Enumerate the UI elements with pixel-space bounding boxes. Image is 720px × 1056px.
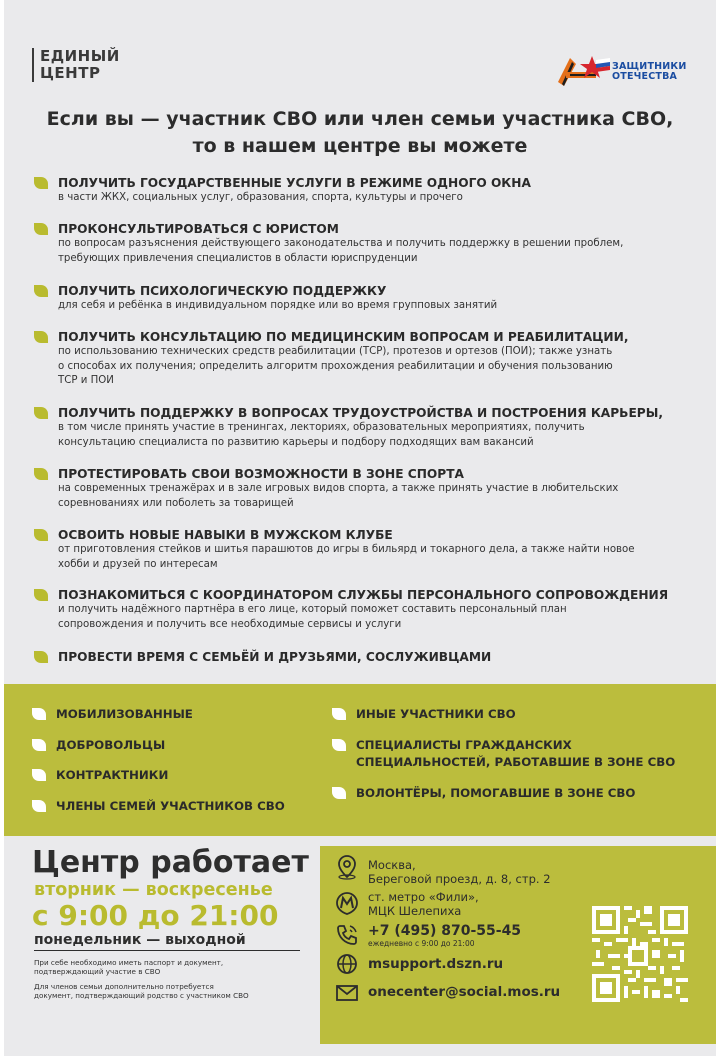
audience-band xyxy=(4,684,716,836)
leaf-bullet-icon xyxy=(32,739,46,751)
audience-label: ДОБРОВОЛЬЦЫ xyxy=(56,738,166,752)
location-pin-icon xyxy=(334,854,360,880)
documents-note xyxy=(34,958,223,976)
benefit-title: ПОЛУЧИТЬ ПОДДЕРЖКУ В ВОПРОСАХ ТРУДОУСТРОЙСТВА И ПОСТРОЕНИЯ КАРЬЕРЫ, xyxy=(58,406,663,420)
leaf-bullet-icon xyxy=(32,800,46,812)
partner-line-1: ЗАЩИТНИКИ xyxy=(612,61,687,72)
documents-note-line: При себе необходимо иметь паспорт и документ, xyxy=(34,958,224,967)
benefit-desc: требующих привлечения специалистов в области юриспруденции xyxy=(58,252,418,264)
benefit-desc: по использованию технических средств реабилитации (ТСР), протезов и ортезов (ПОИ); также узнать xyxy=(58,346,613,357)
brand-line-2: ЦЕНТР xyxy=(40,64,101,82)
benefit-item xyxy=(34,284,497,314)
leaf-bullet-icon xyxy=(34,407,48,419)
metro-line: МЦК Шелепиха xyxy=(368,904,462,918)
benefit-desc: ТСР и ПОИ xyxy=(58,375,114,386)
audience-item xyxy=(32,737,165,754)
benefit-desc: хобби и друзей по интересам xyxy=(58,558,218,570)
partner-emblem-icon xyxy=(556,52,610,88)
schedule-days: вторник — воскресенье xyxy=(34,880,273,900)
benefit-title: ПОЛУЧИТЬ ГОСУДАРСТВЕННЫЕ УСЛУГИ В РЕЖИМЕ ОДНОГО ОКНА xyxy=(58,176,531,190)
audience-item xyxy=(32,798,285,815)
leaf-bullet-icon xyxy=(34,177,48,189)
benefit-item xyxy=(34,467,618,511)
leaf-bullet-icon xyxy=(32,769,46,781)
phone-hours: ежедневно с 9:00 до 21:00 xyxy=(368,939,475,948)
audience-item xyxy=(332,785,635,802)
website-link[interactable]: msupport.dszn.ru xyxy=(368,956,504,972)
benefit-title: ПРОТЕСТИРОВАТЬ СВОИ ВОЗМОЖНОСТИ В ЗОНЕ СПОРТА xyxy=(58,467,464,481)
audience-label: КОНТРАКТНИКИ xyxy=(56,768,169,782)
family-note-line: Для членов семьи дополнительно потребуется xyxy=(34,982,214,991)
contacts-panel xyxy=(320,846,716,1044)
benefit-desc: на современных тренажёрах и в зале игровых видов спорта, а также принять участие в любительских xyxy=(58,483,619,494)
benefit-desc: от приготовления стейков и шитья парашютов до игры в бильярд и токарного дела, а также найти новое xyxy=(58,544,635,555)
leaf-bullet-icon xyxy=(34,223,48,235)
metro-line: ст. метро «Фили», xyxy=(368,890,479,904)
leaf-bullet-icon xyxy=(332,739,346,751)
metro-icon xyxy=(334,890,360,916)
audience-item xyxy=(332,706,516,723)
flyer xyxy=(4,0,716,1056)
benefit-desc: в части ЖКХ, социальных услуг, образования, спорта, культуры и прочего xyxy=(58,192,463,203)
leaf-bullet-icon xyxy=(32,708,46,720)
schedule-hours: с 9:00 до 21:00 xyxy=(32,899,279,932)
globe-icon xyxy=(334,951,360,977)
benefit-desc: в том числе принять участие в тренингах, лекториях, образовательных мероприятиях, получить xyxy=(58,422,585,433)
schedule-title: Центр работает xyxy=(32,845,309,880)
metro-info xyxy=(368,890,479,918)
benefit-desc: для себя и ребёнка в индивидуальном порядке или во время групповых занятий xyxy=(58,300,498,311)
benefit-item xyxy=(34,650,491,665)
benefit-desc: соревнованиях или поболеть за товарищей xyxy=(58,497,294,509)
benefit-desc: о способах их получения; определить алгоритм прохождения реабилитации и обучения пользованию xyxy=(58,360,613,372)
audience-label: СПЕЦИАЛИСТЫ ГРАЖДАНСКИХ xyxy=(356,738,572,752)
benefit-title: ПОЛУЧИТЬ ПСИХОЛОГИЧЕСКУЮ ПОДДЕРЖКУ xyxy=(58,284,387,298)
leaf-bullet-icon xyxy=(332,708,346,720)
partner-line-2: ОТЕЧЕСТВА xyxy=(612,71,678,82)
benefit-desc: сопровождения и получить все необходимые сервисы и услуги xyxy=(58,618,402,630)
leaf-bullet-icon xyxy=(34,529,48,541)
benefit-item xyxy=(34,406,663,450)
leaf-bullet-icon xyxy=(34,331,48,343)
audience-label: СПЕЦИАЛЬНОСТЕЙ, РАБОТАВШИЕ В ЗОНЕ СВО xyxy=(356,755,676,769)
benefit-item xyxy=(34,222,623,266)
leaf-bullet-icon xyxy=(34,285,48,297)
benefit-item xyxy=(34,330,628,389)
benefit-item xyxy=(34,528,635,572)
benefit-item xyxy=(34,176,531,206)
leaf-bullet-icon xyxy=(34,651,48,663)
phone-icon xyxy=(334,922,360,948)
address xyxy=(368,858,551,886)
benefit-item xyxy=(34,588,668,632)
partner-name xyxy=(612,62,687,82)
headline-line-2: то в нашем центре вы можете xyxy=(192,135,528,157)
audience-label: ЧЛЕНЫ СЕМЕЙ УЧАСТНИКОВ СВО xyxy=(56,799,285,813)
benefit-title: ПОЛУЧИТЬ КОНСУЛЬТАЦИЮ ПО МЕДИЦИНСКИМ ВОПРОСАМ И РЕАБИЛИТАЦИИ, xyxy=(58,330,629,344)
address-line: Москва, xyxy=(368,858,416,872)
audience-item xyxy=(32,706,193,723)
benefit-title: ПОЗНАКОМИТЬСЯ С КООРДИНАТОРОМ СЛУЖБЫ ПЕРСОНАЛЬНОГО СОПРОВОЖДЕНИЯ xyxy=(58,588,669,602)
leaf-bullet-icon xyxy=(34,589,48,601)
audience-item xyxy=(332,737,675,771)
schedule-day-off: понедельник — выходной xyxy=(34,931,300,951)
mail-icon xyxy=(334,980,360,1006)
phone-block xyxy=(368,924,521,948)
benefit-desc: и получить надёжного партнёра в его лице, который поможет составить персональный план xyxy=(58,604,567,615)
benefit-desc: по вопросам разъяснения действующего законодательства и получить поддержку в решении проблем, xyxy=(58,238,624,249)
family-documents-note xyxy=(34,982,249,1000)
documents-note-line: подтверждающий участие в СВО xyxy=(34,967,161,976)
phone-number[interactable]: +7 (495) 870-55-45 xyxy=(368,923,522,939)
address-line: Береговой проезд, д. 8, стр. 2 xyxy=(368,872,551,886)
benefit-title: ПРОВЕСТИ ВРЕМЯ С СЕМЬЁЙ И ДРУЗЬЯМИ, СОСЛУЖИВЦАМИ xyxy=(58,650,492,664)
audience-label: ВОЛОНТЁРЫ, ПОМОГАВШИЕ В ЗОНЕ СВО xyxy=(356,786,636,800)
brand-logo xyxy=(32,48,120,82)
headline xyxy=(24,106,696,160)
benefit-title: ОСВОИТЬ НОВЫЕ НАВЫКИ В МУЖСКОМ КЛУБЕ xyxy=(58,528,393,542)
family-note-line: документ, подтверждающий родство с участником СВО xyxy=(34,991,249,1000)
email-link[interactable]: onecenter@social.mos.ru xyxy=(368,984,561,1000)
audience-label: ИНЫЕ УЧАСТНИКИ СВО xyxy=(356,707,516,721)
benefit-desc: консультацию специалиста по развитию карьеры и подбору подходящих вам вакансий xyxy=(58,436,534,448)
brand-line-1: ЕДИНЫЙ xyxy=(40,47,120,65)
audience-label: МОБИЛИЗОВАННЫЕ xyxy=(56,707,193,721)
audience-item xyxy=(32,767,168,784)
leaf-bullet-icon xyxy=(332,787,346,799)
headline-line-1: Если вы — участник СВО или член семьи участника СВО, xyxy=(46,108,674,130)
partner-logo xyxy=(556,52,706,88)
qr-code-icon[interactable] xyxy=(592,906,688,1002)
leaf-bullet-icon xyxy=(34,468,48,480)
benefit-title: ПРОКОНСУЛЬТИРОВАТЬСЯ С ЮРИСТОМ xyxy=(58,222,339,236)
